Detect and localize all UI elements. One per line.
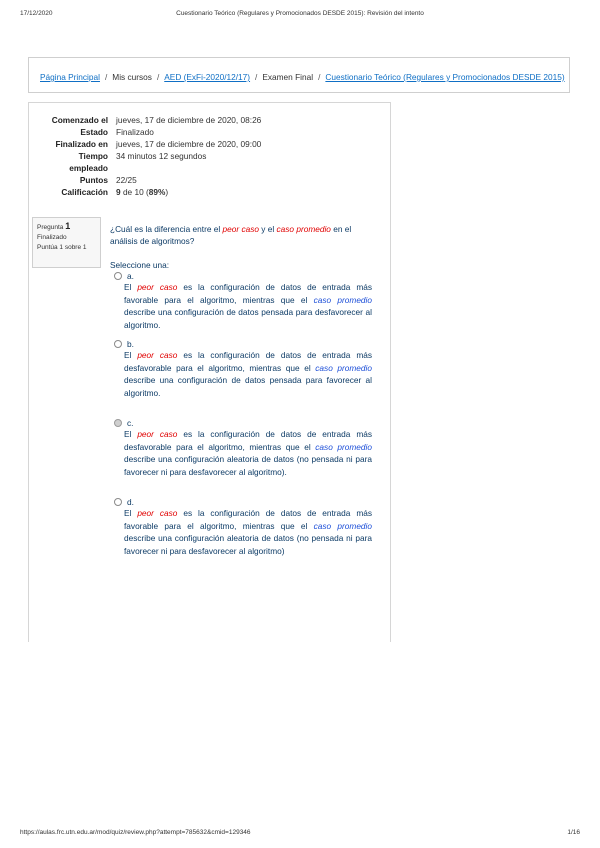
option-term-promedio: caso promedio	[313, 520, 373, 531]
summary-row-finished	[30, 138, 261, 150]
option-text-part: es la configuración de datos de entrada más desfavorable para el algoritmo, mientras que el	[124, 429, 372, 452]
option-text-part: describe una configuración de datos pensada para favorecer al algoritmo.	[124, 375, 372, 398]
option-term-promedio: caso promedio	[313, 294, 373, 305]
grade-text: )	[165, 187, 169, 197]
option-text-part: es la configuración de datos de entrada más favorable para el algoritmo, mientras que el	[124, 508, 372, 531]
option-text	[114, 349, 372, 399]
answer-option-c[interactable]	[114, 418, 372, 478]
question-text	[110, 223, 372, 247]
breadcrumb-separator: /	[104, 72, 108, 82]
print-date: 17/12/2020	[20, 10, 53, 17]
summary-value: jueves, 17 de diciembre de 2020, 09:00	[116, 139, 262, 149]
summary-label: Calificación	[61, 187, 108, 197]
attempt-summary-table	[30, 114, 261, 198]
question-number	[37, 221, 96, 233]
summary-value	[116, 186, 168, 198]
option-text	[114, 281, 372, 331]
option-text-part: describe una configuración aleatoria de datos (no pensada ni para favorecer ni para desfavorecer al algoritmo).	[124, 454, 372, 477]
breadcrumb-separator: /	[318, 72, 321, 82]
option-text-part: El	[124, 282, 138, 292]
option-letter: b.	[127, 339, 134, 349]
radio-button[interactable]	[114, 340, 122, 348]
breadcrumb-exam[interactable]: Examen Final	[262, 72, 314, 82]
summary-label	[30, 150, 116, 174]
summary-row-points	[30, 174, 261, 186]
breadcrumb	[28, 57, 570, 93]
question-score: Puntúa 1 sobre 1	[37, 244, 87, 251]
summary-label: Comenzado el	[51, 115, 108, 125]
question-text-part: ¿Cuál es la diferencia entre el	[110, 224, 223, 234]
question-label: Pregunta	[37, 224, 64, 231]
option-letter: d.	[127, 497, 134, 507]
summary-label-line: empleado	[69, 163, 108, 173]
summary-label: Estado	[80, 127, 108, 137]
question-term-peor: peor caso	[222, 224, 259, 234]
summary-value: Finalizado	[116, 127, 154, 137]
option-letter: a.	[127, 271, 134, 281]
option-text	[114, 428, 372, 478]
option-term-peor: peor caso	[137, 429, 178, 439]
option-term-promedio: caso promedio	[315, 362, 372, 373]
breadcrumb-quiz-link[interactable]: Cuestionario Teórico (Regulares y Promocionados DESDE 2015)	[325, 72, 565, 82]
question-text-part: en el análisis de algoritmos?	[110, 224, 352, 246]
question-text-part: y el	[258, 224, 277, 234]
breadcrumb-mis-cursos[interactable]: Mis cursos	[112, 72, 152, 82]
option-term-promedio: caso promedio	[315, 441, 372, 452]
option-text	[114, 507, 372, 557]
option-term-peor: peor caso	[137, 282, 178, 292]
question-num: 1	[65, 221, 71, 231]
option-letter: c.	[127, 418, 134, 428]
summary-row-grade	[30, 186, 261, 198]
summary-value: 22/25	[116, 175, 137, 185]
option-text-part: El	[124, 429, 138, 439]
option-text-part: es la configuración de datos de entrada más favorable para el algoritmo, mientras que el	[124, 282, 372, 305]
option-term-peor: peor caso	[137, 350, 178, 360]
question-info-box	[32, 217, 101, 268]
radio-button-selected[interactable]	[114, 419, 122, 427]
radio-button[interactable]	[114, 272, 122, 280]
option-text-part: El	[124, 508, 138, 518]
summary-value: 34 minutos 12 segundos	[116, 151, 207, 161]
radio-button[interactable]	[114, 498, 122, 506]
summary-label: Finalizado en	[55, 139, 108, 149]
breadcrumb-separator: /	[156, 72, 160, 82]
grade-percent: 89%	[148, 187, 166, 197]
option-text-part: es la configuración de datos de entrada más desfavorable para el algoritmo, mientras que el	[124, 350, 372, 373]
summary-value: jueves, 17 de diciembre de 2020, 08:26	[116, 115, 262, 125]
breadcrumb-home-link[interactable]: Página Principal	[40, 72, 100, 82]
summary-row-time	[30, 150, 261, 174]
print-title: Cuestionario Teórico (Regulares y Promocionados DESDE 2015): Revisión del intento	[176, 10, 424, 17]
option-text-part: describe una configuración aleatoria de datos (no pensada ni para favorecer ni para desfavorecer al algoritmo)	[124, 533, 372, 556]
option-term-peor: peor caso	[137, 508, 178, 518]
summary-label: Puntos	[79, 175, 108, 185]
breadcrumb-course-link[interactable]: AED (ExFi-2020/12/17)	[164, 72, 251, 82]
grade-value: 9	[116, 187, 121, 197]
summary-row-state	[30, 126, 261, 138]
print-url: https://aulas.frc.utn.edu.ar/mod/quiz/review.php?attempt=785632&cmid=129346	[20, 829, 251, 836]
select-one-label: Seleccione una:	[110, 260, 170, 270]
question-state: Finalizado	[37, 234, 67, 241]
summary-row-started	[30, 114, 261, 126]
breadcrumb-separator: /	[255, 72, 258, 82]
grade-text: de 10 (	[122, 187, 149, 197]
answer-option-b[interactable]	[114, 339, 372, 399]
print-page-number: 1/16	[567, 829, 580, 836]
summary-label-line: Tiempo	[78, 151, 108, 161]
answer-option-a[interactable]	[114, 271, 372, 331]
question-term-promedio: caso promedio	[276, 224, 331, 234]
answer-option-d[interactable]	[114, 497, 372, 557]
option-text-part: describe una configuración de datos pensada para desfavorecer al algoritmo.	[124, 307, 372, 330]
option-text-part: El	[124, 350, 138, 360]
